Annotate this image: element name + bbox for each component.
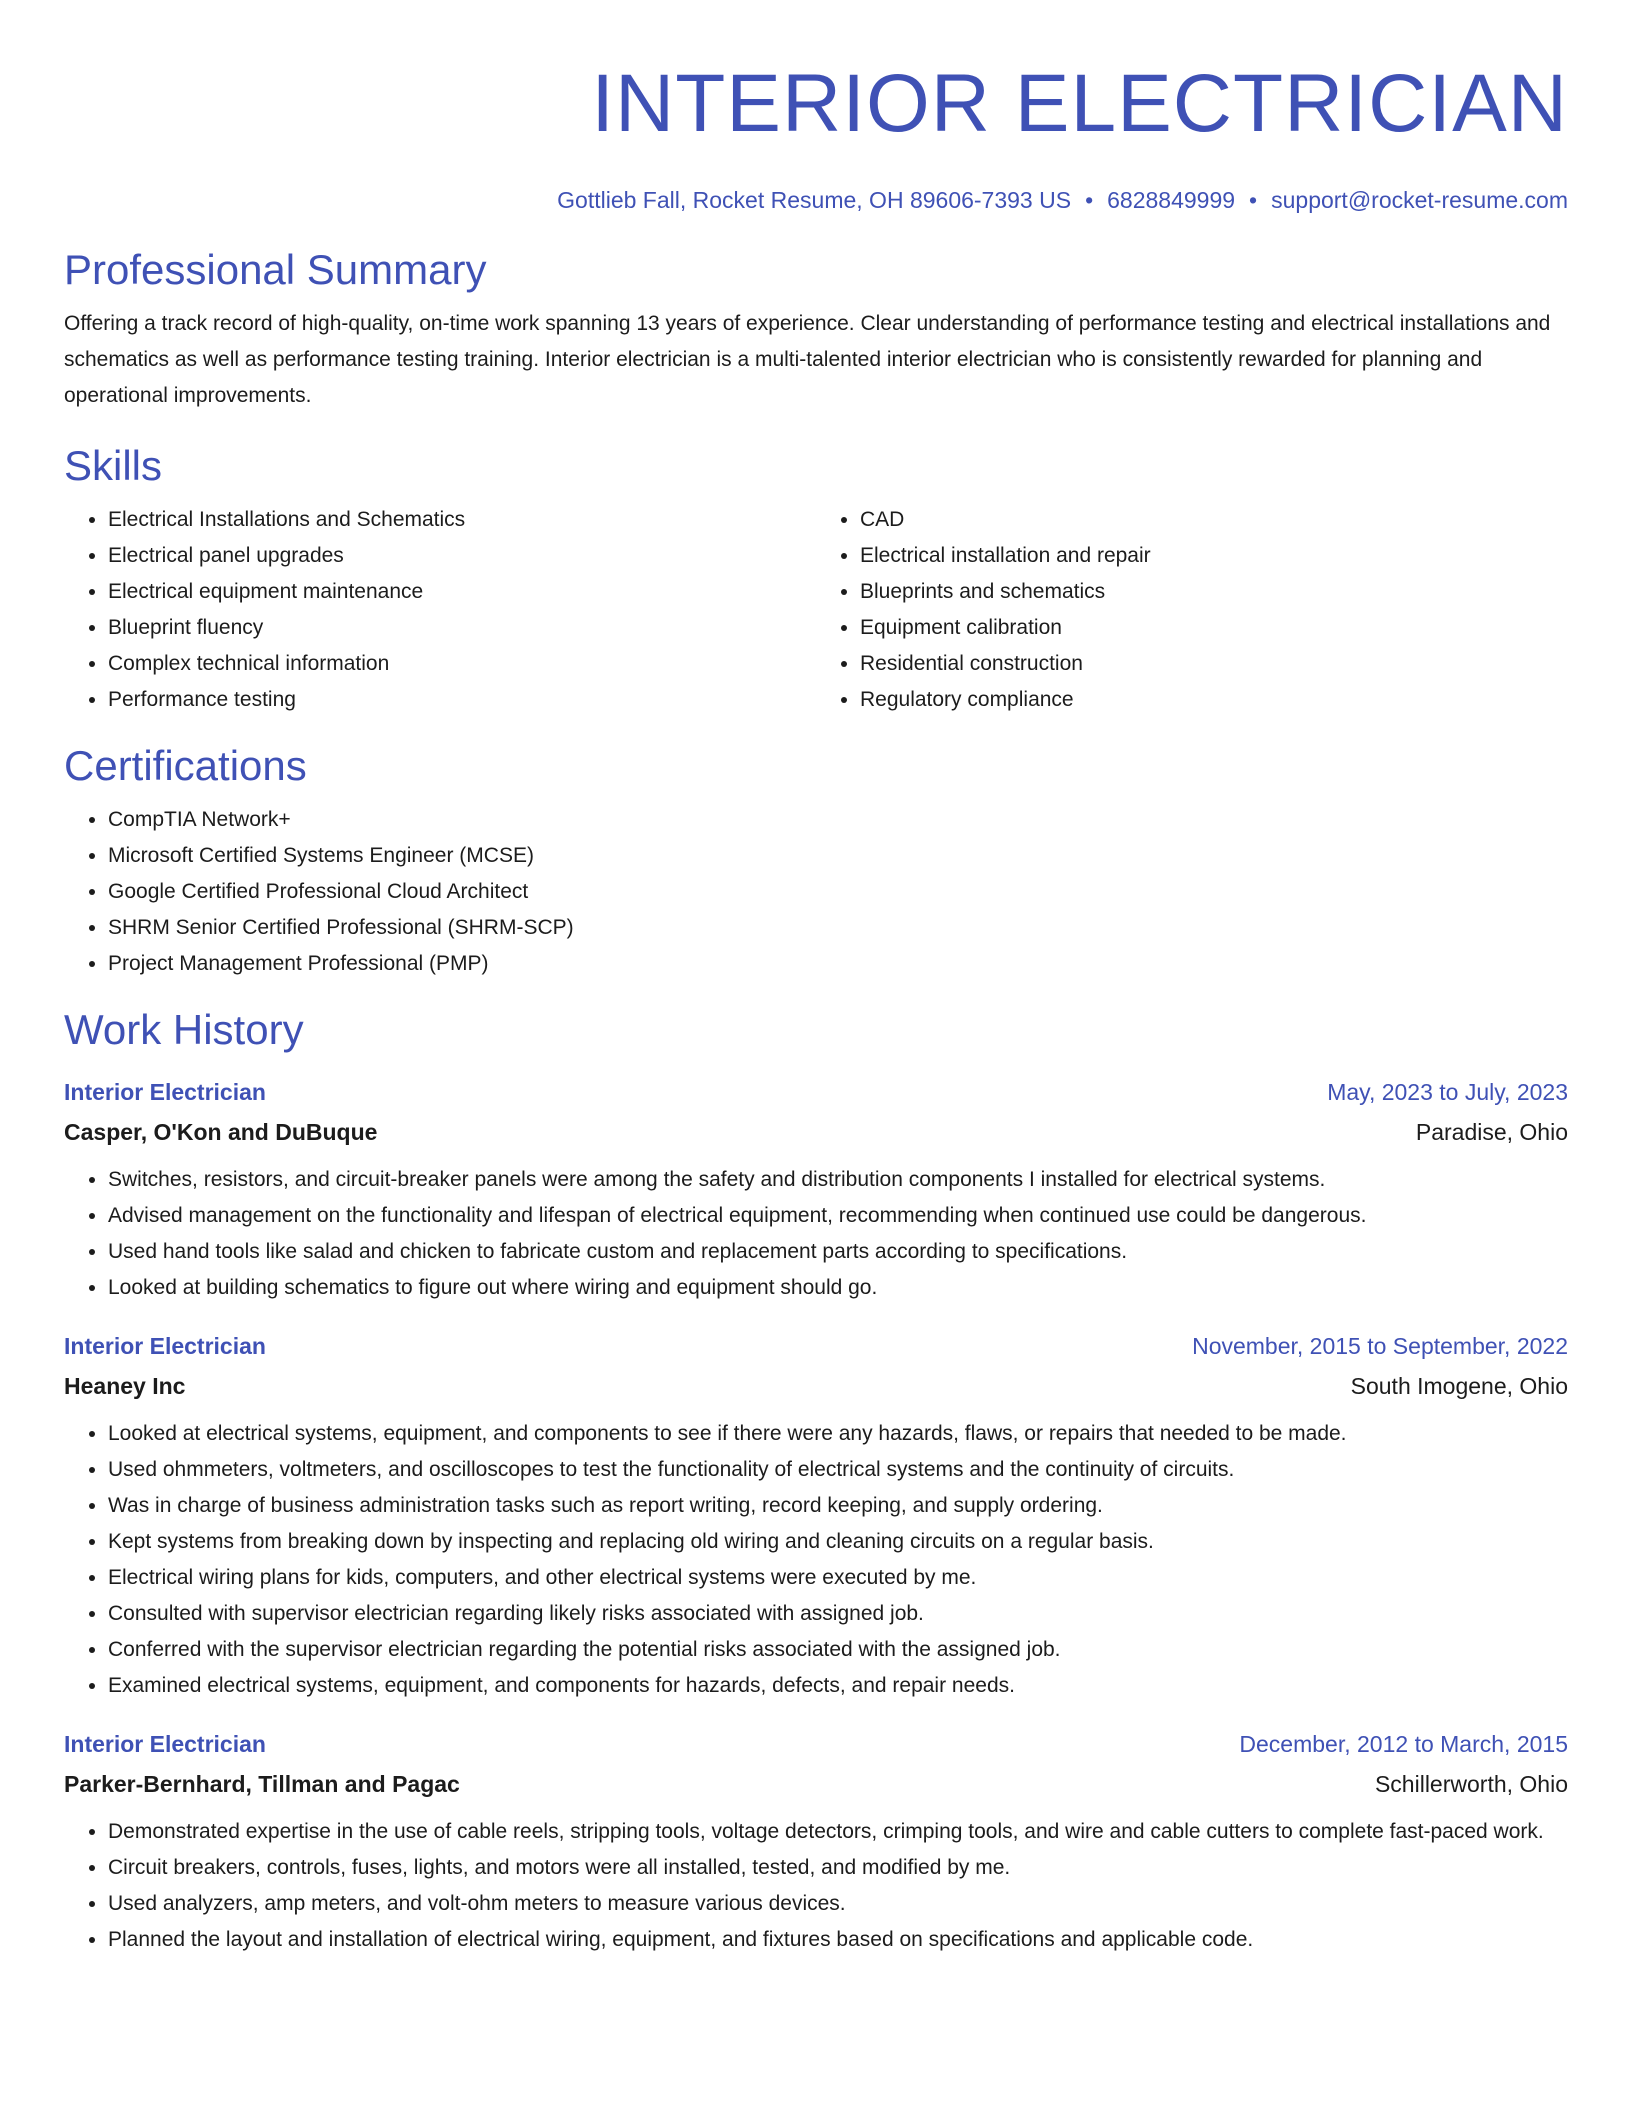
job-bullet: • Conferred with the supervisor electrician regarding the potential risks associated with the assigned job. [108,1632,1568,1668]
contact-line [64,184,1568,216]
job-bullet: • Used analyzers, amp meters, and volt-ohm meters to measure various devices. [108,1886,1568,1922]
job-dates: May, 2023 to July, 2023 [1327,1079,1568,1105]
job-header-row [64,1072,1568,1112]
job-bullet: • Was in charge of business administration tasks such as report writing, record keeping, and supply ordering. [108,1488,1568,1524]
job-entry [64,1072,1568,1306]
skill-item: • Blueprint fluency [108,610,816,646]
job-bullet: • Switches, resistors, and circuit-breaker panels were among the safety and distribution components I installed for electrical systems. [108,1162,1568,1198]
job-company: Heaney Inc [64,1373,186,1399]
summary-text: Offering a track record of high-quality, on-time work spanning 13 years of experience. Clear understanding of performance testing and electrical installations and schematics as well as performance testing training. Interior electrician is a multi-talented interior electrician who is consistently rewarded for planning and operational improvements. [64,312,1551,407]
skill-item: • Electrical panel upgrades [108,538,816,574]
job-entry [64,1724,1568,1958]
skill-item: • CAD [860,502,1568,538]
job-bullet: • Examined electrical systems, equipment, and components for hazards, defects, and repair needs. [108,1668,1568,1704]
job-bullet: • Advised management on the functionality and lifespan of electrical equipment, recommending when continued use could be dangerous. [108,1198,1568,1234]
work-history [64,1072,1568,1958]
certifications-list [64,802,1568,982]
skills-heading: Skills [64,442,163,489]
contact-phone: 6828849999 [1107,187,1236,213]
job-header-row [64,1326,1568,1366]
skill-item: • Equipment calibration [860,610,1568,646]
job-company: Parker-Bernhard, Tillman and Pagac [64,1771,460,1797]
job-bullets [64,1814,1568,1958]
job-company-row [64,1366,1568,1406]
job-entry [64,1326,1568,1704]
contact-separator: • [1249,187,1258,213]
summary-heading: Professional Summary [64,246,487,293]
job-bullet: • Electrical wiring plans for kids, computers, and other electrical systems were executed by me. [108,1560,1568,1596]
job-bullet: • Planned the layout and installation of electrical wiring, equipment, and fixtures based on specifications and applicable code. [108,1922,1568,1958]
certification-item: • Project Management Professional (PMP) [108,946,1568,982]
job-title: Interior Electrician [64,1333,266,1359]
certification-item: • SHRM Senior Certified Professional (SHRM-SCP) [108,910,1568,946]
skill-item: • Regulatory compliance [860,682,1568,718]
skill-item: • Electrical equipment maintenance [108,574,816,610]
job-company-row [64,1112,1568,1152]
job-company: Casper, O'Kon and DuBuque [64,1119,378,1145]
job-company-row [64,1764,1568,1804]
skill-item: • Electrical installation and repair [860,538,1568,574]
job-bullet: • Kept systems from breaking down by inspecting and replacing old wiring and cleaning circuits on a regular basis. [108,1524,1568,1560]
job-location: Paradise, Ohio [1415,1119,1568,1145]
contact-separator: • [1085,187,1094,213]
job-bullet: • Demonstrated expertise in the use of cable reels, stripping tools, voltage detectors, crimping tools, and wire and cable cutters to complete fast-paced work. [108,1814,1568,1850]
job-bullets [64,1162,1568,1306]
resume-page [64,0,1568,1958]
job-bullet: • Used hand tools like salad and chicken to fabricate custom and replacement parts according to specifications. [108,1234,1568,1270]
skill-item: • Residential construction [860,646,1568,682]
job-location: South Imogene, Ohio [1350,1373,1568,1399]
skill-item: • Electrical Installations and Schematics [108,502,816,538]
certifications-heading: Certifications [64,742,307,789]
certification-item: • Microsoft Certified Systems Engineer (MCSE) [108,838,1568,874]
skill-item: • Complex technical information [108,646,816,682]
contact-email: support@rocket-resume.com [1271,187,1568,213]
job-bullet: • Looked at electrical systems, equipment, and components to see if there were any hazards, flaws, or repairs that needed to be made. [108,1416,1568,1452]
job-dates: December, 2012 to March, 2015 [1239,1731,1568,1757]
job-dates: November, 2015 to September, 2022 [1192,1333,1568,1359]
skills-list-left [64,502,816,718]
resume-name: INTERIOR ELECTRICIAN [591,58,1568,149]
job-bullets [64,1416,1568,1704]
job-location: Schillerworth, Ohio [1374,1771,1568,1797]
skills-list-right [816,502,1568,718]
skill-item: • Blueprints and schematics [860,574,1568,610]
contact-address: Gottlieb Fall, Rocket Resume, OH 89606-7393 US [557,187,1072,213]
job-bullet: • Looked at building schematics to figure out where wiring and equipment should go. [108,1270,1568,1306]
job-bullet: • Circuit breakers, controls, fuses, lights, and motors were all installed, tested, and modified by me. [108,1850,1568,1886]
job-bullet: • Consulted with supervisor electrician regarding likely risks associated with assigned job. [108,1596,1568,1632]
skills-columns [64,502,1568,718]
skill-item: • Performance testing [108,682,816,718]
job-bullet: • Used ohmmeters, voltmeters, and oscilloscopes to test the functionality of electrical systems and the continuity of circuits. [108,1452,1568,1488]
certification-item: • CompTIA Network+ [108,802,1568,838]
job-title: Interior Electrician [64,1079,266,1105]
job-title: Interior Electrician [64,1731,266,1757]
work-history-heading: Work History [64,1006,304,1053]
job-header-row [64,1724,1568,1764]
certification-item: • Google Certified Professional Cloud Architect [108,874,1568,910]
